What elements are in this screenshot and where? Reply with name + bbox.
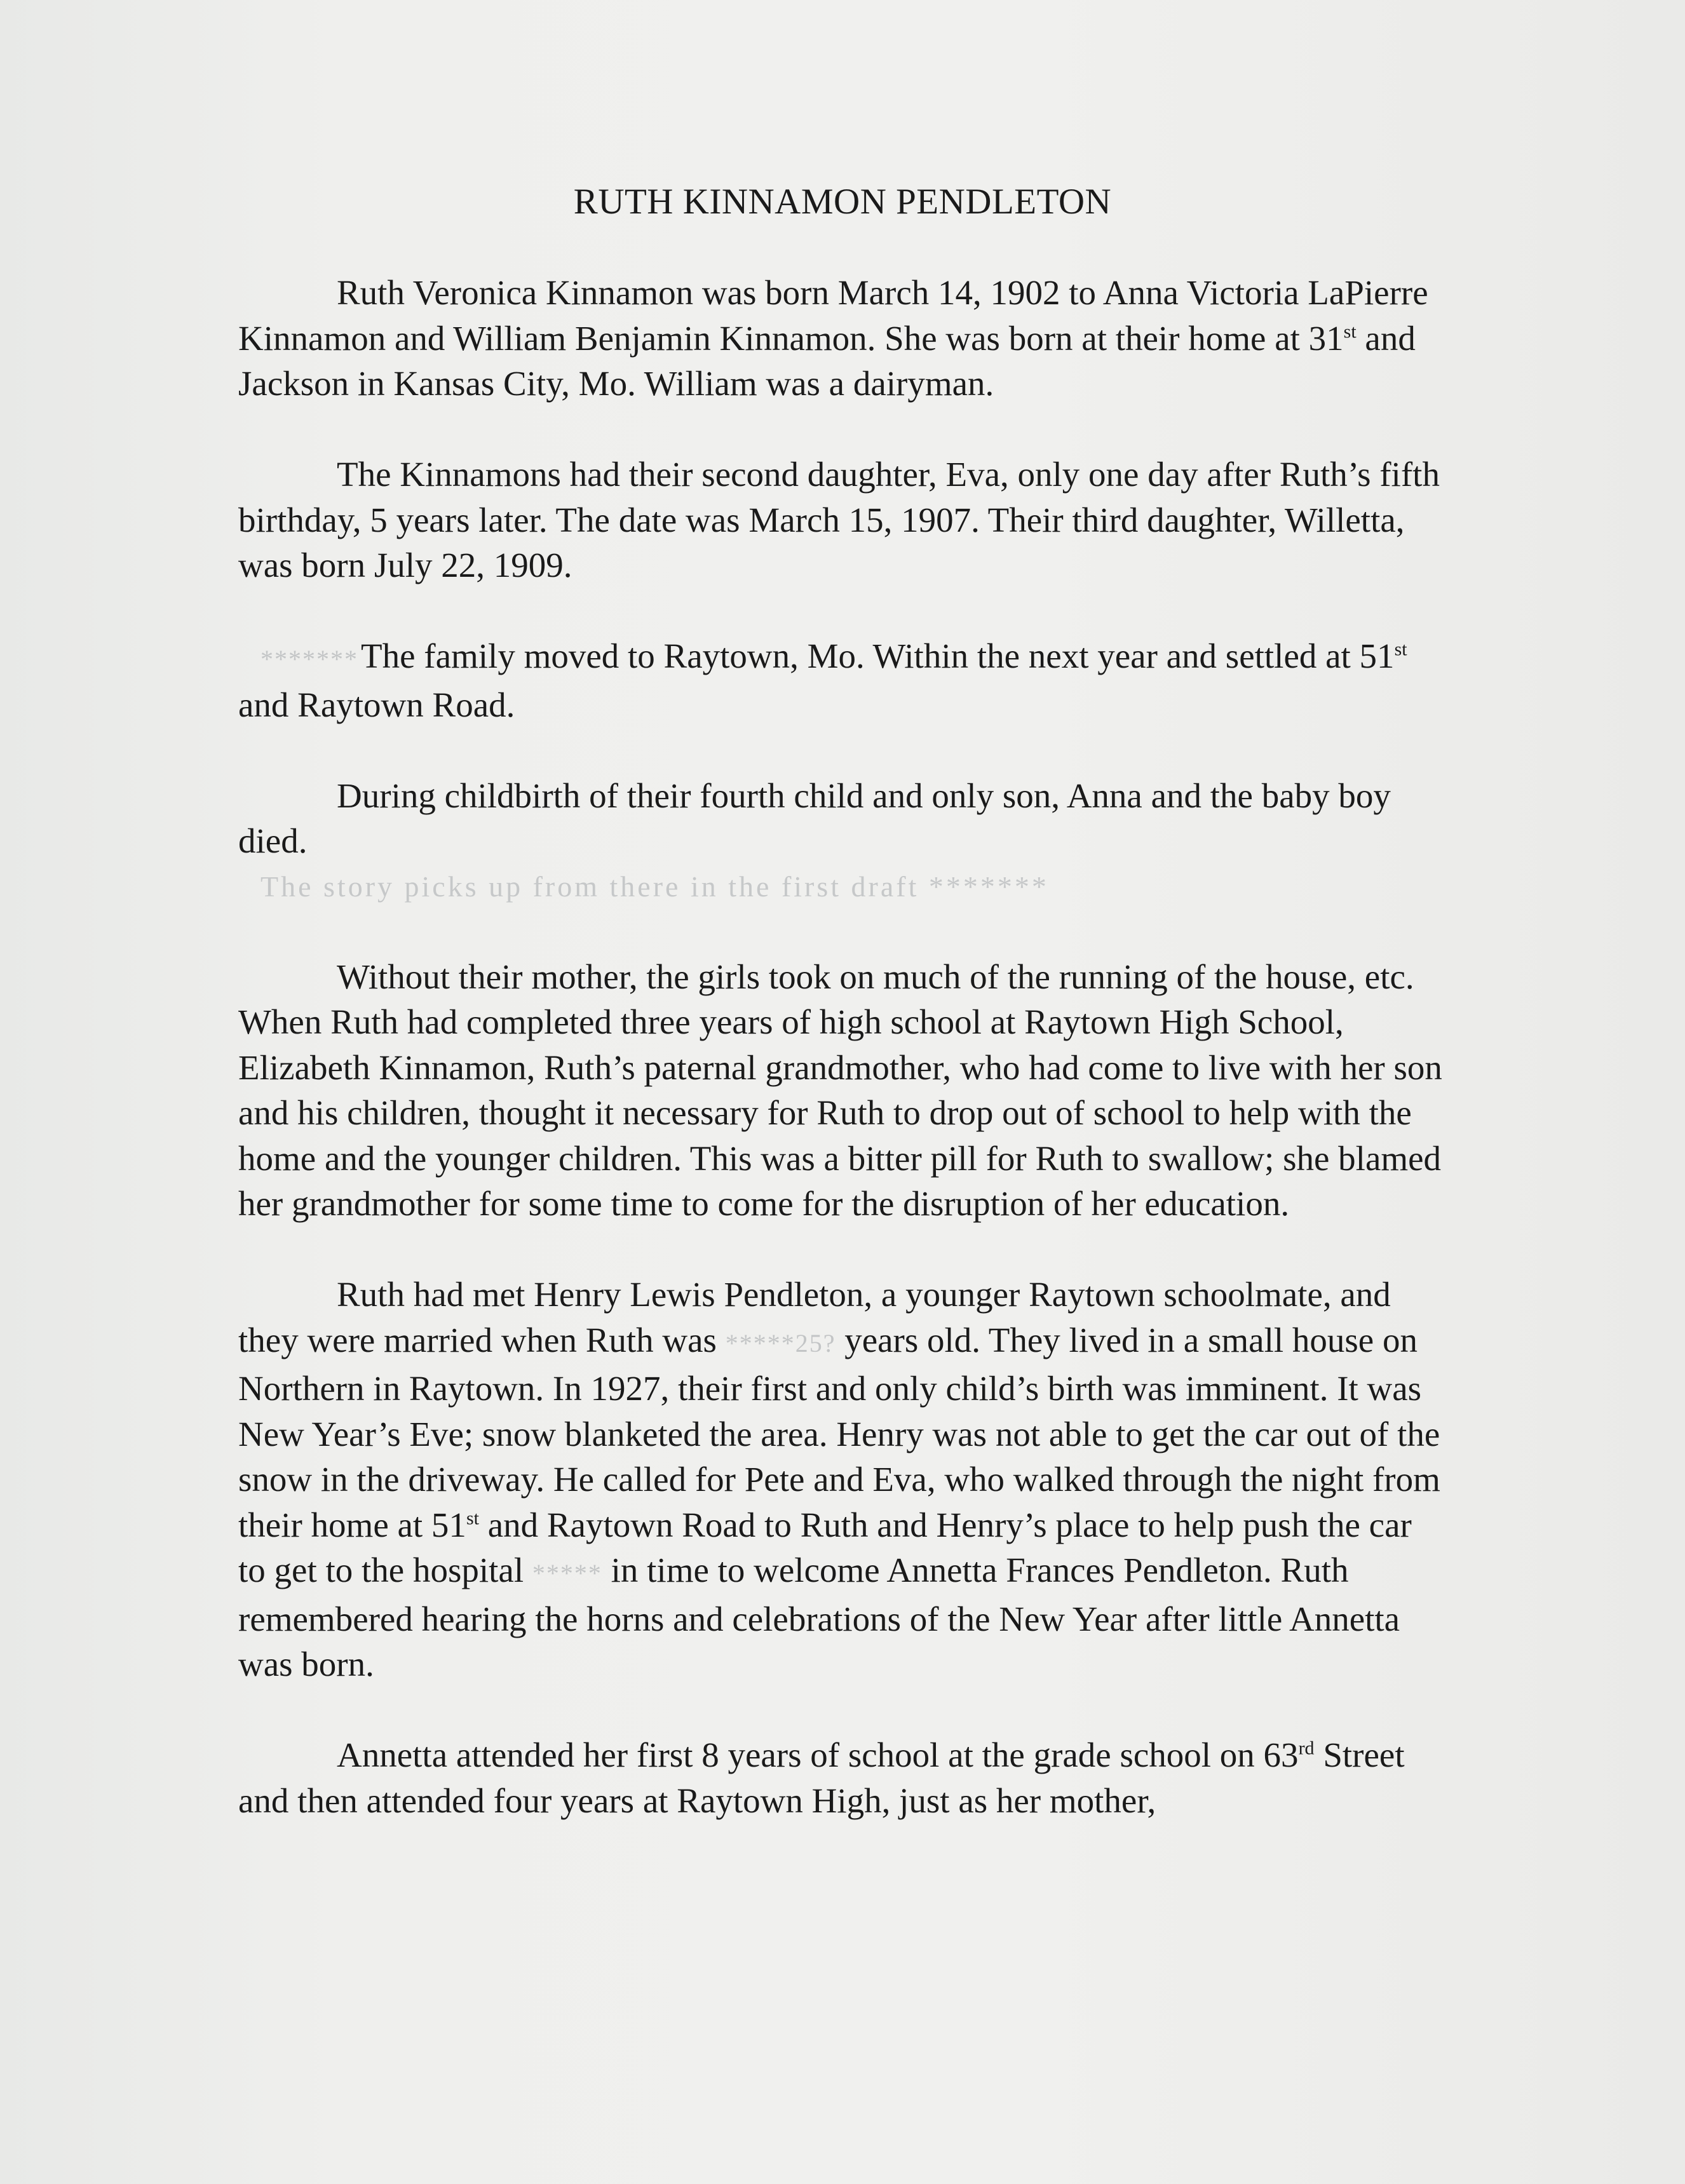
faint-asterisks-2: *****: [532, 1559, 602, 1587]
spacer: [238, 910, 1445, 954]
faint-age-note: *****25?: [725, 1328, 836, 1358]
faint-draft-note: The story picks up from there in the first draft *******: [261, 870, 1049, 903]
paragraph-marriage: Ruth had met Henry Lewis Pendleton, a younger Raytown schoolmate, and they were married when Ruth was *****25? years old. They lived in a small house on Northern in Raytown. In 1927, their first and only child’s birth was imminent. It was New Year’s Eve; snow blanketed the area. Henry was not able to get the car out of the snow in the driveway. He called for Pete and Eva, who walked through the night from their home at 51st and Raytown Road to Ruth and Henry’s place to help push the car to get to the hospital ***** in time to welcome Annetta Frances Pendleton. Ruth remembered hearing the horns and celebrations of the New Year after little Annetta was born.: [238, 1275, 1440, 1683]
paragraph-grandmother: Without their mother, the girls took on much of the running of the house, etc. When Ruth had completed three years of high school at Raytown High School, Elizabeth Kinnamon, Ruth’s paternal grandmother, who had come to live with her son and his children, thought it necessary for Ruth to drop out of school to help with the home and the younger children. This was a bitter pill for Ruth to swallow; she blamed her grandmother for some time to come for the disruption of her education.: [238, 957, 1442, 1223]
faint-asterisks: *******: [261, 645, 358, 673]
paragraph-birth: Ruth Veronica Kinnamon was born March 14, 1902 to Anna Victoria LaPierre Kinnamon and William Benjamin Kinnamon. She was born at their home at 31st and Jackson in Kansas City, Mo. William was a dairyman.: [238, 273, 1428, 403]
paragraph-sisters: The Kinnamons had their second daughter, Eva, only one day after Ruth’s fifth birthday, 5 years later. The date was March 15, 1907. Their third daughter, Willetta, was born July 22, 1909.: [238, 455, 1440, 584]
paragraph-childbirth: During childbirth of their fourth child and only son, Anna and the baby boy died.: [238, 776, 1391, 860]
paragraph-move: *******The family moved to Raytown, Mo. Within the next year and settled at 51st and Raytown Road.: [238, 637, 1407, 724]
document-body: [238, 270, 1445, 1869]
paragraph-annetta-school: Annetta attended her first 8 years of school at the grade school on 63rd Street and then attended four years at Raytown High, just as her mother,: [238, 1736, 1405, 1820]
page-title: RUTH KINNAMON PENDLETON: [573, 182, 1112, 222]
